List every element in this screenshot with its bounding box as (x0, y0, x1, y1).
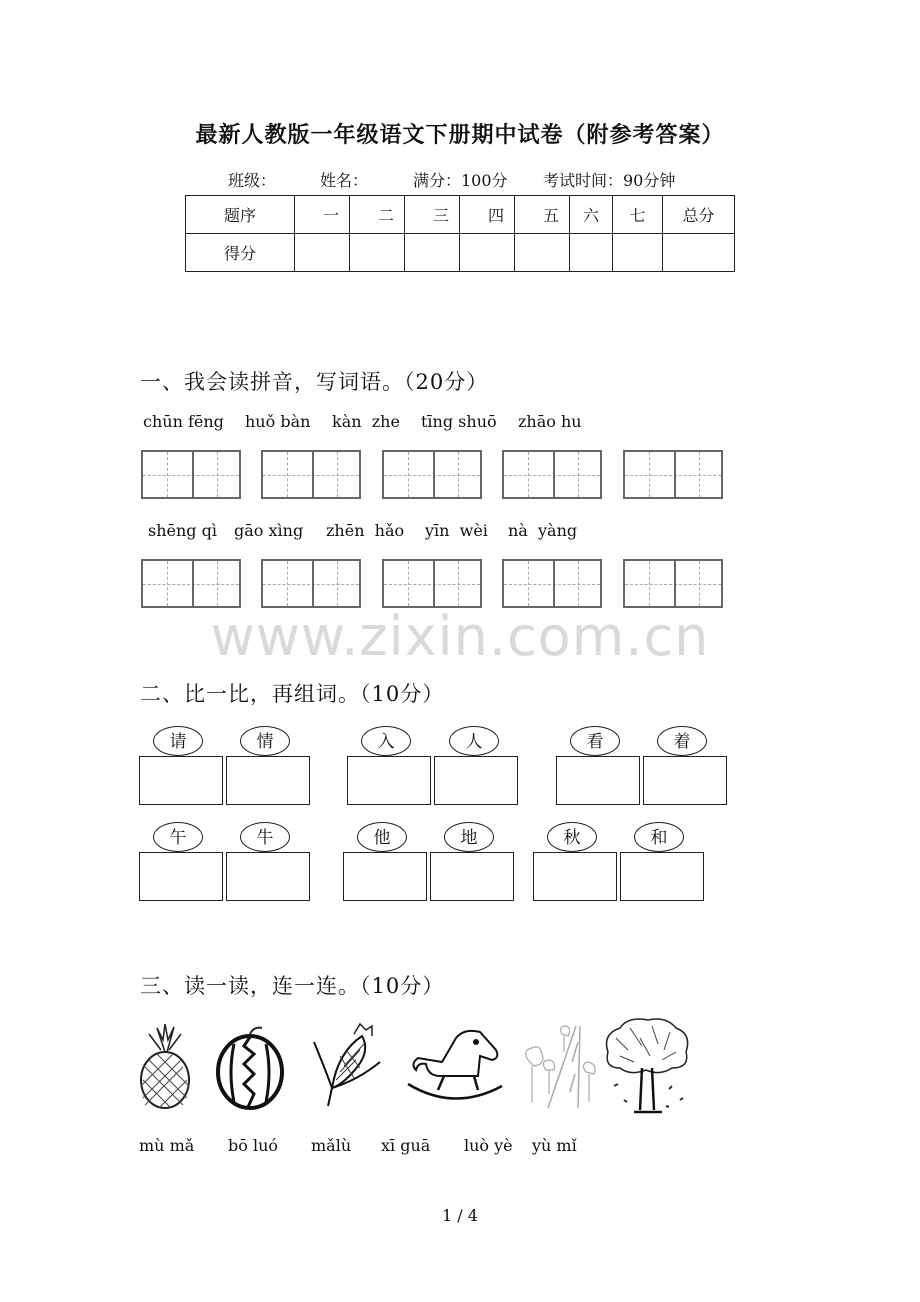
rocking-horse-icon (404, 1024, 504, 1108)
pinyin-label: huǒ bàn (245, 412, 311, 431)
score-header-cell: 四 (460, 196, 515, 234)
answer-box[interactable] (343, 852, 427, 901)
pineapple-icon (137, 1022, 193, 1110)
writing-grid[interactable] (261, 450, 361, 499)
score-table (185, 195, 735, 272)
pinyin-label: chūn fēng (143, 412, 224, 431)
pinyin-label: tīng shuō (421, 412, 497, 431)
character-oval: 牛 (240, 822, 290, 852)
answer-box[interactable] (620, 852, 704, 901)
score-header-cell: 三 (405, 196, 460, 234)
full-score: 满分：100分 (413, 171, 508, 190)
score-table-header-row (186, 196, 735, 234)
score-input-cell[interactable] (515, 234, 570, 272)
score-header-cell: 五 (515, 196, 570, 234)
page-title: 最新人教版一年级语文下册期中试卷（附参考答案） (195, 122, 725, 148)
score-header-cell: 总分 (663, 196, 735, 234)
score-header-cell: 六 (570, 196, 613, 234)
score-input-cell[interactable] (663, 234, 735, 272)
writing-grid[interactable] (382, 450, 482, 499)
pinyin-label: shēng qì (148, 521, 217, 540)
pinyin-label: luò yè (464, 1136, 513, 1155)
answer-box[interactable] (556, 756, 640, 805)
score-input-cell[interactable] (570, 234, 613, 272)
character-oval: 他 (357, 822, 407, 852)
answer-box[interactable] (434, 756, 518, 805)
section1-title: 一、我会读拼音，写词语。（20分） (140, 370, 489, 394)
section3-title: 三、读一读，连一连。（10分） (140, 974, 445, 998)
character-oval: 请 (153, 726, 203, 756)
pinyin-label: nà yàng (508, 521, 578, 540)
answer-box[interactable] (226, 852, 310, 901)
pinyin-label: xī guā (381, 1136, 431, 1155)
character-oval: 人 (449, 726, 499, 756)
pinyin-label: gāo xìng (234, 521, 304, 540)
character-oval: 入 (361, 726, 411, 756)
answer-box[interactable] (139, 852, 223, 901)
character-oval: 看 (570, 726, 620, 756)
score-row-label: 得分 (186, 234, 295, 272)
character-oval: 地 (444, 822, 494, 852)
class-label: 班级： (228, 171, 277, 190)
character-oval: 和 (634, 822, 684, 852)
pinyin-label: mù mǎ (139, 1136, 195, 1155)
score-table-row (186, 234, 735, 272)
writing-grid[interactable] (623, 559, 723, 608)
name-label: 姓名： (320, 171, 369, 190)
pinyin-label: mǎlù (311, 1136, 352, 1155)
answer-box[interactable] (226, 756, 310, 805)
section2-title: 二、比一比，再组词。（10分） (140, 682, 445, 706)
answer-box[interactable] (347, 756, 431, 805)
score-input-cell[interactable] (460, 234, 515, 272)
writing-grid[interactable] (141, 450, 241, 499)
answer-box[interactable] (533, 852, 617, 901)
pinyin-label: bō luó (228, 1136, 279, 1155)
score-input-cell[interactable] (350, 234, 405, 272)
writing-grid[interactable] (382, 559, 482, 608)
exam-time: 考试时间：90分钟 (543, 171, 676, 190)
writing-grid[interactable] (623, 450, 723, 499)
score-header-cell: 二 (350, 196, 405, 234)
character-oval: 情 (240, 726, 290, 756)
page-number: 1 / 4 (442, 1206, 478, 1225)
score-input-cell[interactable] (405, 234, 460, 272)
score-input-cell[interactable] (613, 234, 663, 272)
writing-grid[interactable] (261, 559, 361, 608)
answer-box[interactable] (139, 756, 223, 805)
pinyin-label: zhēn hǎo (326, 521, 405, 540)
road-icon (518, 1022, 600, 1108)
writing-grid[interactable] (141, 559, 241, 608)
corn-icon (310, 1022, 384, 1110)
pinyin-label: kàn zhe (332, 412, 400, 431)
writing-grid[interactable] (502, 450, 602, 499)
score-header-cell: 一 (295, 196, 350, 234)
watermark: www.zixin.com.cn (210, 605, 710, 668)
pinyin-label: zhāo hu (518, 412, 582, 431)
score-input-cell[interactable] (295, 234, 350, 272)
score-header-cell: 题序 (186, 196, 295, 234)
character-oval: 秋 (547, 822, 597, 852)
character-oval: 午 (153, 822, 203, 852)
writing-grid[interactable] (502, 559, 602, 608)
answer-box[interactable] (430, 852, 514, 901)
character-oval: 着 (657, 726, 707, 756)
score-header-cell: 七 (613, 196, 663, 234)
answer-box[interactable] (643, 756, 727, 805)
pinyin-label: yù mǐ (532, 1136, 577, 1155)
tree-icon (600, 1016, 692, 1116)
pinyin-label: yīn wèi (425, 521, 488, 540)
watermelon-icon (214, 1024, 286, 1110)
